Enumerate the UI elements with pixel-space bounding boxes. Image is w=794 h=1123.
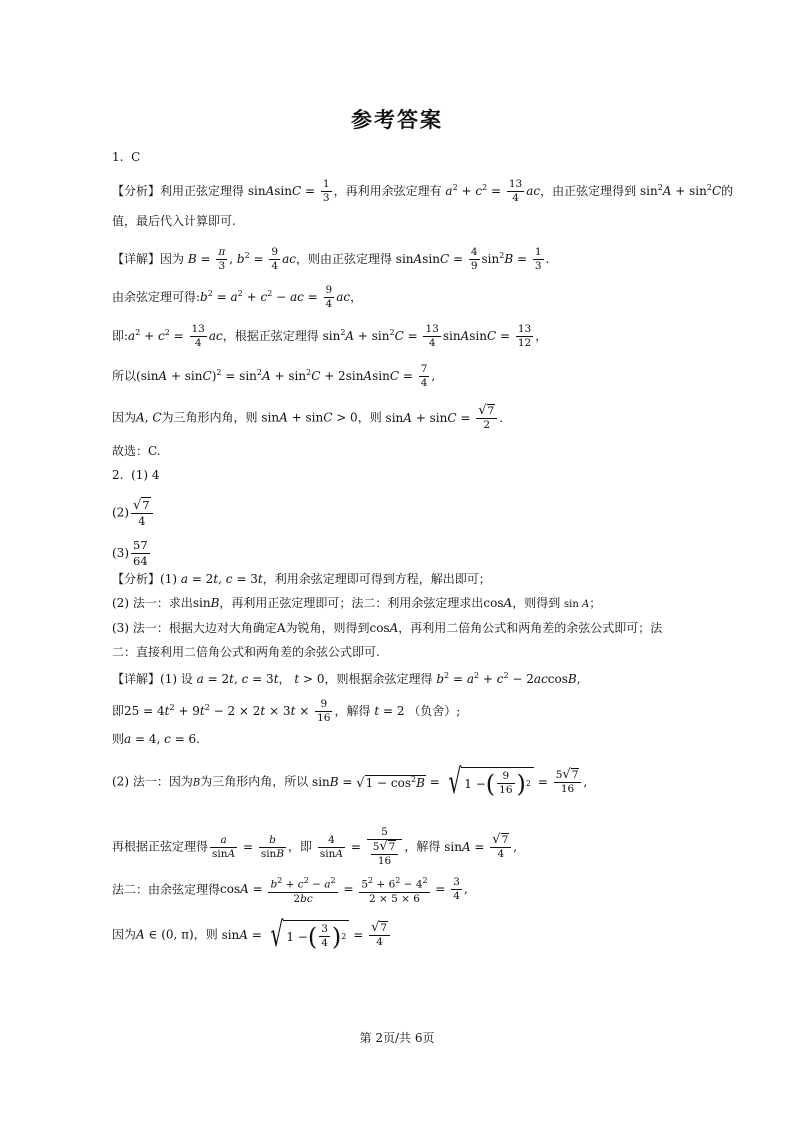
- q1-math-cosine: $b^2 = a^2 + c^2$ − ac = $\frac{9}{4}$ ac，: [200, 284, 363, 310]
- q1-math-sin2sum: $\sin^2A + \sin^2C$: [639, 183, 722, 198]
- q2-analysis-text-g: (3) 法一：根据大边对大角确定A为锐角，则得到: [112, 621, 370, 635]
- q2-math-sinA: sin A: [564, 599, 590, 610]
- q1-analysis-text-a: 利用正弦定理得: [160, 184, 245, 198]
- q2-analysis-text-f: ；: [589, 596, 602, 610]
- page-footer: 第 2页/共 6页: [359, 1031, 435, 1045]
- q2-detail-text-c: ，则根据余弦定理得: [324, 672, 433, 686]
- q2-detail-text-h: (2) 法一：因为: [112, 774, 193, 789]
- q1-detail-text-e: 为三角形内角，则: [161, 410, 258, 425]
- q2-math-B: B: [192, 777, 201, 789]
- q2-analysis-line1: [112, 570, 764, 588]
- q1-analysis-line1: [112, 178, 764, 205]
- q1-answer: C: [131, 150, 141, 164]
- q2-math-substituted: $\frac{4}{\sin A}$ = $\frac{5}{\frac{5√7}{16}}$: [316, 840, 404, 854]
- q2-answer3-value: $\frac{57}{64}$: [133, 538, 148, 568]
- q2-answer3-label: (3): [112, 546, 129, 560]
- q1-detail-text-ji: 即:: [112, 329, 129, 343]
- q2-detail-line7: [112, 915, 764, 955]
- q2-math-equation: $25 = 4t^2 + 9t^2 - 2 \times 2t \times 3t$ × $\frac{9}{16}$: [124, 698, 331, 724]
- q2-math-cosA-2: cosA: [369, 621, 399, 635]
- q2-math-sides: a = 2t, c = 3t: [180, 572, 263, 586]
- q2-detail-text-m: 法二：由余弦定理得: [112, 882, 221, 897]
- q2-detail-text-j: 再根据正弦定理得: [112, 839, 209, 854]
- q2-math-cosA-value: cosA = $\frac{b^2 + c^2 - a^2}{2bc}$ = $\frac{5^2 + 6^2 - 4^2}{2 \times 5 \times 6}$ = $\frac{3}{4}$ ,: [220, 876, 468, 905]
- q1-conclusion: 故选：C.: [112, 444, 161, 458]
- q2-math-t-positive: t > 0: [294, 672, 325, 686]
- q2-analysis-text-h: ，再利用二倍角公式和两角差的余弦公式即可；法: [398, 621, 663, 635]
- q2-detail-text-i: 为三角形内角，所以: [200, 774, 309, 789]
- q1-detail-text-f: ，则: [357, 410, 382, 425]
- q1-detail-line1: [112, 246, 764, 273]
- q2-math-set-sides: a = 2t, c = 3t: [196, 672, 279, 686]
- q1-detail-text-suoyi: 所以: [112, 369, 137, 383]
- q1-math-sin-squares: $\sin^2A + \sin^2C$ = $\frac{13}{4}$ sinAsinC = $\frac{13}{12}$ ，: [322, 323, 548, 349]
- q2-math-A-range: A ∈ (0, π): [136, 927, 194, 942]
- q2-math-sinB-value: $\sin B = √1 - \cos^2B$ = √ 1 − ( $\frac{9}{16}$ ) 2 = $\frac{5√7}{16}$ ,: [312, 762, 588, 802]
- q1-math-AC: A, C: [136, 410, 162, 425]
- q2-math-t-value: t = 2: [374, 704, 405, 718]
- q1-analysis-tag: 【分析】: [112, 184, 161, 198]
- q2-answer2-value: $\frac{√7}{4}$: [129, 505, 155, 519]
- q2-analysis-text-a: (1): [160, 572, 178, 586]
- q1-analysis-line2: 值，最后代入计算即可.: [112, 214, 236, 228]
- q2-analysis-text-c: (2) 法一：求出: [112, 596, 193, 610]
- q2-detail-line5: [112, 826, 764, 868]
- q2-math-sinB: sinB: [192, 596, 220, 610]
- q2-detail-text-b: ，: [278, 672, 291, 686]
- q2-analysis-line4: 二：直接利用二倍角公式和两角差的余弦公式即可.: [112, 645, 380, 659]
- q1-detail-cosine-text: 由余弦定理可得:: [112, 290, 201, 304]
- q2-detail-text-a: (1) 设: [160, 672, 193, 686]
- q2-detail-text-k: ，即: [288, 839, 313, 854]
- q2-detail-text-e: ，解得: [334, 704, 371, 718]
- q2-math-a-c-values: a = 4, c = 6.: [124, 732, 200, 746]
- q1-detail-tag: 【详解】: [112, 252, 161, 266]
- q2-analysis-line2: [112, 594, 764, 614]
- q2-math-sinA-from-cos: sinA = √ 1 − ( $\frac{3}{4}$ ) 2 = $\frac{√7}{4}$: [222, 928, 392, 942]
- q2-math-cosine-law: $b^2 = a^2 + c^2 - 2accosB$,: [436, 671, 581, 686]
- q1-detail-text-b: ，则由正弦定理得: [295, 252, 392, 266]
- q2-detail-line1: [112, 667, 764, 688]
- q2-answer1-line: [112, 466, 764, 484]
- q1-math-a2c2: $a^2 + c^2$ = $\frac{13}{4}$ ac: [445, 178, 541, 204]
- q2-detail-text-n: 因为: [112, 927, 137, 942]
- q1-detail-text-c: ，根据正弦定理得: [222, 329, 319, 343]
- q1-math-result: sinA + sinC = $\frac{√7}{2}$ .: [385, 403, 504, 431]
- q2-number: 2.: [112, 468, 124, 482]
- q1-detail-line5: [112, 404, 764, 432]
- page-title: 参考答案: [351, 108, 443, 132]
- q2-math-sine-ratio: $\frac{a}{\sin A}$ = $\frac{b}{\sin B}$: [212, 833, 285, 860]
- q1-analysis-text-d: 的: [721, 184, 734, 198]
- q2-detail-text-o: ，则: [193, 927, 218, 942]
- q1-detail-text-a: 因为: [160, 252, 185, 266]
- q2-detail-text-f: （负舍）;: [408, 704, 461, 718]
- q2-math-cosA: cosA: [483, 596, 513, 610]
- q1-math-sinAsinC: sinAsinC = $\frac{1}{3}$: [247, 178, 330, 204]
- q2-analysis-line3: [112, 619, 764, 637]
- q1-analysis-text-b: ，再利用余弦定理有: [333, 184, 442, 198]
- q1-number: 1.: [112, 150, 124, 164]
- q1-detail-line4: [112, 363, 764, 390]
- q1-detail-line3: [112, 323, 764, 350]
- q1-detail-text-d: 因为: [112, 410, 137, 425]
- q2-answer2-label: (2): [112, 505, 129, 520]
- q2-detail-text-l: ，解得: [404, 839, 441, 854]
- q1-math-square-sum: $(\sin A + \sin C)^2 = \sin^2A + \sin^2C$ + 2sinAsinC = $\frac{7}{4}$ ,: [136, 363, 436, 389]
- q1-math-positive: sinA + sinC > 0: [261, 410, 358, 425]
- q2-analysis-text-d: ，再利用正弦定理即可；法二：利用余弦定理求出: [219, 596, 484, 610]
- q2-analysis-text-e: ，则得到: [512, 596, 561, 610]
- q2-answer3-line: [112, 538, 764, 569]
- q2-detail-line4: [112, 762, 764, 802]
- q1-answer-line: [112, 148, 764, 166]
- q1-math-sum-squares: $a^2 + c^2$ = $\frac{13}{4}$ ac: [128, 323, 223, 349]
- q2-answer1: (1) 4: [131, 468, 160, 482]
- q1-analysis-text-c: ，由正弦定理得到: [540, 184, 637, 198]
- q1-math-given: B = $\frac{\pi}{3}$ , $b^2$ = $\frac{9}{4}$ ac: [187, 246, 296, 272]
- q2-analysis-tag: 【分析】: [112, 572, 161, 586]
- q2-detail-line6: [112, 874, 764, 906]
- q2-detail-tag: 【详解】: [112, 672, 161, 686]
- q2-detail-line2: [112, 698, 764, 725]
- q2-analysis-text-b: ，利用余弦定理即可得到方程，解出即可；: [262, 572, 491, 586]
- q2-detail-line3: [112, 730, 764, 748]
- q1-math-sine-law: sinAsinC = $\frac{4}{9}$ $\sin^2B$ = $\frac{1}{3}$ .: [395, 246, 550, 272]
- q2-math-sinA-result: sinA = $\frac{√7}{4}$ ,: [444, 832, 518, 860]
- q2-answer2-line: [112, 497, 764, 529]
- q1-detail-line2: [112, 284, 764, 311]
- q2-detail-text-d: 即: [112, 704, 125, 718]
- q2-detail-text-g: 则: [112, 732, 125, 746]
